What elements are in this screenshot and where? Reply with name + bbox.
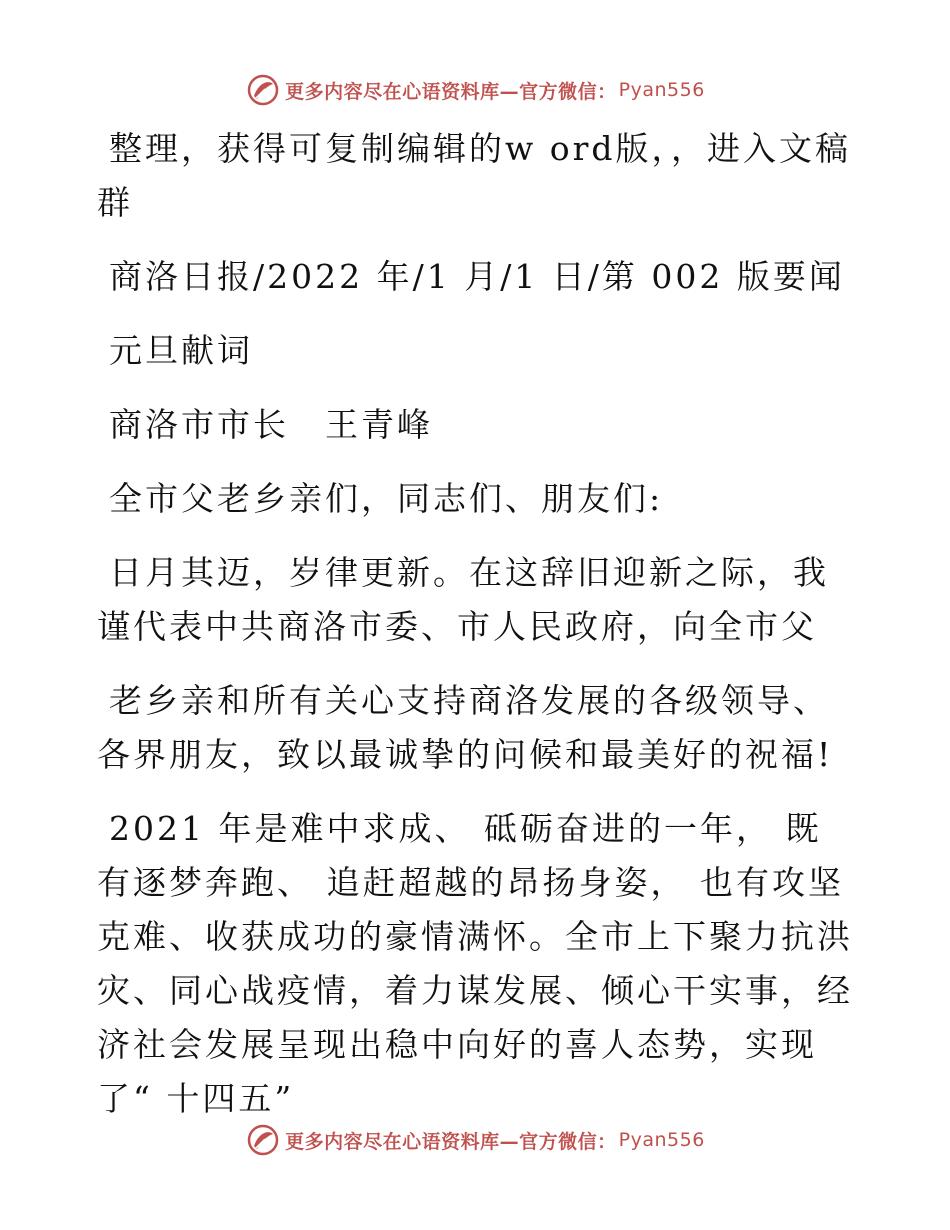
banner-text-wechat-id: Pyan556 — [618, 79, 705, 101]
article-author: 商洛市市长 王青峰 — [109, 405, 433, 444]
pen-swirl-logo-icon — [245, 72, 281, 108]
paragraph-intro: 整理，获得可复制编辑的w ord版，，进入文稿群 — [97, 129, 852, 222]
banner-text-zh: 更多内容尽在心语资料库—官方微信： — [285, 1130, 617, 1153]
article-title: 元旦献词 — [109, 331, 253, 370]
document-body — [97, 122, 857, 1146]
paragraph-body-2: 老乡亲和所有关心支持商洛发展的各级领导、各界朋友，致以最诚挚的问候和最美好的祝福! — [97, 681, 834, 774]
header-watermark-banner — [0, 70, 950, 110]
paragraph-source: 商洛日报/2022 年/1 月/1 日/第 002 版要闻 — [109, 257, 845, 296]
paragraph-salutation: 全市父老乡亲们，同志们、朋友们: — [109, 479, 664, 518]
paragraph-body-1: 日月其迈，岁律更新。在这辞旧迎新之际，我谨代表中共商洛市委、市人民政府，向全市父 — [97, 553, 829, 646]
footer-watermark-banner — [0, 1120, 950, 1160]
banner-text-wechat-id: Pyan556 — [618, 1129, 705, 1151]
banner-text-zh: 更多内容尽在心语资料库—官方微信： — [285, 80, 617, 103]
pen-swirl-logo-icon — [245, 1122, 281, 1158]
paragraph-body-3: 2021 年是难中求成、 砥砺奋进的一年， 既有逐梦奔跑、 追赶超越的昂扬身姿， 也有攻坚克难、收获成功的豪情满怀。全市上下聚力抗洪灾、同心战疫情，着力谋发展、倾心干实事，经济社会发展呈现出稳中向好的喜人态势，实现了“ 十四五” — [97, 809, 853, 1118]
